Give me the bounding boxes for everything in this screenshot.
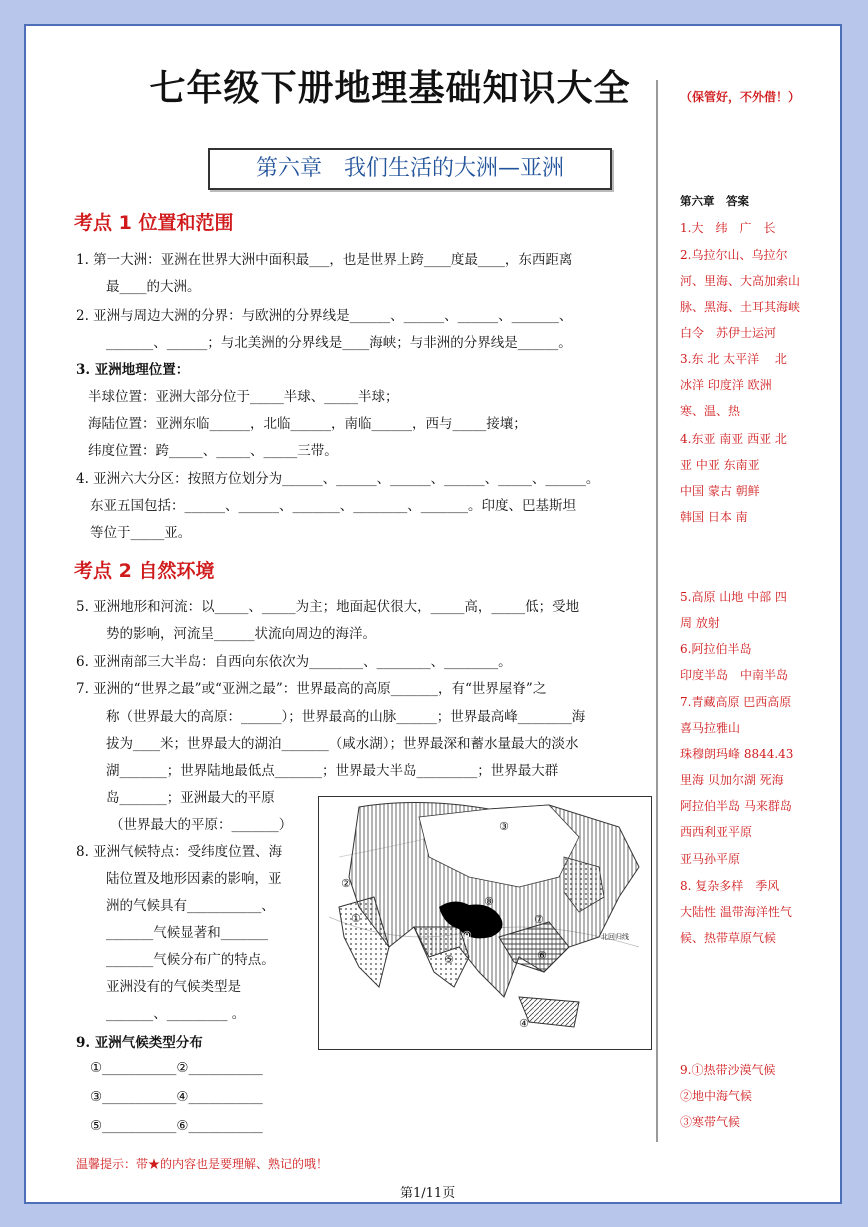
- map-label-6: ⑥: [537, 949, 547, 962]
- map-label-8: ⑧: [484, 895, 494, 908]
- answer-4-line-1: 4.东亚 南亚 西亚 北: [680, 432, 787, 446]
- map-label-3: ③: [499, 820, 509, 833]
- question-8-line-6: 亚洲没有的气候类型是: [106, 979, 241, 995]
- answer-2-line-2: 河、里海、大高加索山: [680, 274, 801, 288]
- map-label-5: ⑤: [444, 953, 454, 966]
- page-number: 第1/11页: [400, 1186, 456, 1201]
- question-6: 6. 亚洲南部三大半岛：自西向东依次为________、________、________。: [76, 654, 512, 670]
- question-7-line-1: 7. 亚洲的“世界之最”或“亚洲之最”：世界最高的高原_______，有“世界屋脊”之: [76, 681, 547, 697]
- map-label-1: ①: [351, 912, 361, 925]
- answer-7-line-5: 阿拉伯半岛 马来群岛: [680, 799, 792, 813]
- answer-7-line-1: 7.青藏高原 巴西高原: [680, 695, 792, 709]
- asia-map-svg: [319, 797, 651, 1049]
- question-1-line-2: 最____的大洲。: [106, 279, 201, 295]
- answer-9-line-1: 9.①热带沙漠气候: [680, 1063, 776, 1077]
- answer-2-line-1: 2.乌拉尔山、乌拉尔: [680, 248, 788, 262]
- answer-7-line-2: 喜马拉雅山: [680, 721, 741, 735]
- answer-9-line-3: ③寒带气候: [680, 1115, 741, 1129]
- question-7-line-3: 拔为____米；世界最大的湖泊_______（咸水湖）；世界最深和蓄水量最大的淡水: [106, 736, 579, 752]
- map-label-4: ④: [519, 1017, 529, 1030]
- answer-3-line-3: 寒、温、热: [680, 404, 741, 418]
- question-9-heading: 9. 亚洲气候类型分布: [76, 1035, 203, 1051]
- answer-1: 1.大 纬 广 长: [680, 221, 776, 235]
- column-divider: [656, 80, 658, 1142]
- footer-tip: 温馨提示：带★的内容也是要理解、熟记的哦！: [76, 1157, 329, 1171]
- question-4-line-1: 4. 亚洲六大分区：按照方位划分为______、______、______、______、_____、______。: [76, 471, 600, 487]
- question-8-line-7: _______、_________ 。: [106, 1006, 246, 1022]
- question-9-row-2: ③___________④___________: [90, 1089, 263, 1105]
- chapter-heading: 第六章 我们生活的大洲—亚洲: [208, 148, 612, 190]
- question-8-line-5: _______气候分布广的特点。: [106, 952, 275, 968]
- answer-7-line-7: 亚马孙平原: [680, 852, 741, 866]
- map-label-9: ⑨: [462, 929, 472, 942]
- question-8-line-2: 陆位置及地形因素的影响，亚: [106, 871, 282, 887]
- question-7-line-2: 称（世界最大的高原：______）；世界最高的山脉______；世界最高峰________海: [106, 709, 586, 725]
- asia-climate-map: [318, 796, 652, 1050]
- answer-4-line-2: 亚 中亚 东南亚: [680, 458, 760, 472]
- question-8-line-1: 8. 亚洲气候特点：受纬度位置、海: [76, 844, 283, 860]
- section-heading-1: 考点 1 位置和范围: [74, 212, 234, 234]
- answer-3-line-1: 3.东 北 太平洋 北: [680, 352, 787, 366]
- map-label-7: ⑦: [534, 913, 544, 926]
- page-title: 七年级下册地理基础知识大全: [149, 68, 631, 109]
- question-8-line-3: 洲的气候具有___________、: [106, 898, 275, 914]
- question-5-line-2: 势的影响，河流呈______状流向周边的海洋。: [106, 626, 376, 642]
- answer-7-line-4: 里海 贝加尔湖 死海: [680, 773, 784, 787]
- answer-7-line-3: 珠穆朗玛峰 8844.43: [680, 747, 794, 761]
- answer-9-line-2: ②地中海气候: [680, 1089, 753, 1103]
- answer-2-line-4: 白令 苏伊士运河: [680, 326, 777, 340]
- answer-3-line-2: 冰洋 印度洋 欧洲: [680, 378, 772, 392]
- question-3-hemisphere: 半球位置：亚洲大部分位于_____半球、_____半球；: [88, 389, 399, 405]
- answer-8-line-3: 候、热带草原气候: [680, 931, 777, 945]
- question-9-row-3: ⑤___________⑥___________: [90, 1118, 263, 1134]
- question-4-line-3: 等位于_____亚。: [90, 525, 192, 541]
- question-7-line-5: 岛_______；亚洲最大的平原: [106, 790, 275, 806]
- question-2-line-2: _______、______；与北美洲的分界线是____海峡；与非洲的分界线是______。: [106, 335, 572, 351]
- answer-4-line-3: 中国 蒙古 朝鲜: [680, 484, 760, 498]
- question-2-line-1: 2. 亚洲与周边大洲的分界：与欧洲的分界线是______、______、______、_______、: [76, 308, 573, 324]
- question-8-line-4: _______气候显著和_______: [106, 925, 268, 941]
- question-3-heading: 3. 亚洲地理位置：: [76, 362, 190, 378]
- answer-6-line-1: 6.阿拉伯半岛: [680, 642, 752, 656]
- question-4-line-2: 东亚五国包括：______、______、_______、________、_______。印度、巴基斯坦: [90, 498, 576, 514]
- answer-8-line-1: 8. 复杂多样 季风: [680, 879, 780, 893]
- section-heading-2: 考点 2 自然环境: [74, 560, 215, 582]
- map-legend-tropic: 北回归线: [601, 933, 629, 941]
- answer-6-line-2: 印度半岛 中南半岛: [680, 668, 789, 682]
- question-7-line-4: 湖_______；世界陆地最低点_______；世界最大半岛_________；世界最大群: [106, 763, 559, 779]
- question-3-sea-land: 海陆位置：亚洲东临______，北临______，南临______，西与_____接壤；: [88, 416, 527, 432]
- map-label-2: ②: [341, 877, 351, 890]
- question-3-latitude: 纬度位置：跨_____、_____、_____三带。: [88, 443, 338, 459]
- answer-8-line-2: 大陆性 温带海洋性气: [680, 905, 792, 919]
- keep-note: （保管好，不外借！）: [680, 90, 801, 104]
- answers-heading: 第六章 答案: [680, 194, 749, 208]
- answer-2-line-3: 脉、黑海、土耳其海峡: [680, 300, 801, 314]
- question-7-line-6: （世界最大的平原：_______）: [110, 817, 293, 833]
- answer-4-line-4: 韩国 日本 南: [680, 510, 748, 524]
- answer-5-line-1: 5.高原 山地 中部 四: [680, 590, 787, 604]
- question-1-line-1: 1. 第一大洲：亚洲在世界大洲中面积最___，也是世界上跨____度最____，东西距离: [76, 252, 573, 268]
- answer-5-line-2: 周 放射: [680, 616, 720, 630]
- answer-7-line-6: 西西利亚平原: [680, 825, 753, 839]
- question-9-row-1: ①___________②___________: [90, 1060, 263, 1076]
- question-5-line-1: 5. 亚洲地形和河流：以_____、_____为主；地面起伏很大，_____高，_____低；受地: [76, 599, 580, 615]
